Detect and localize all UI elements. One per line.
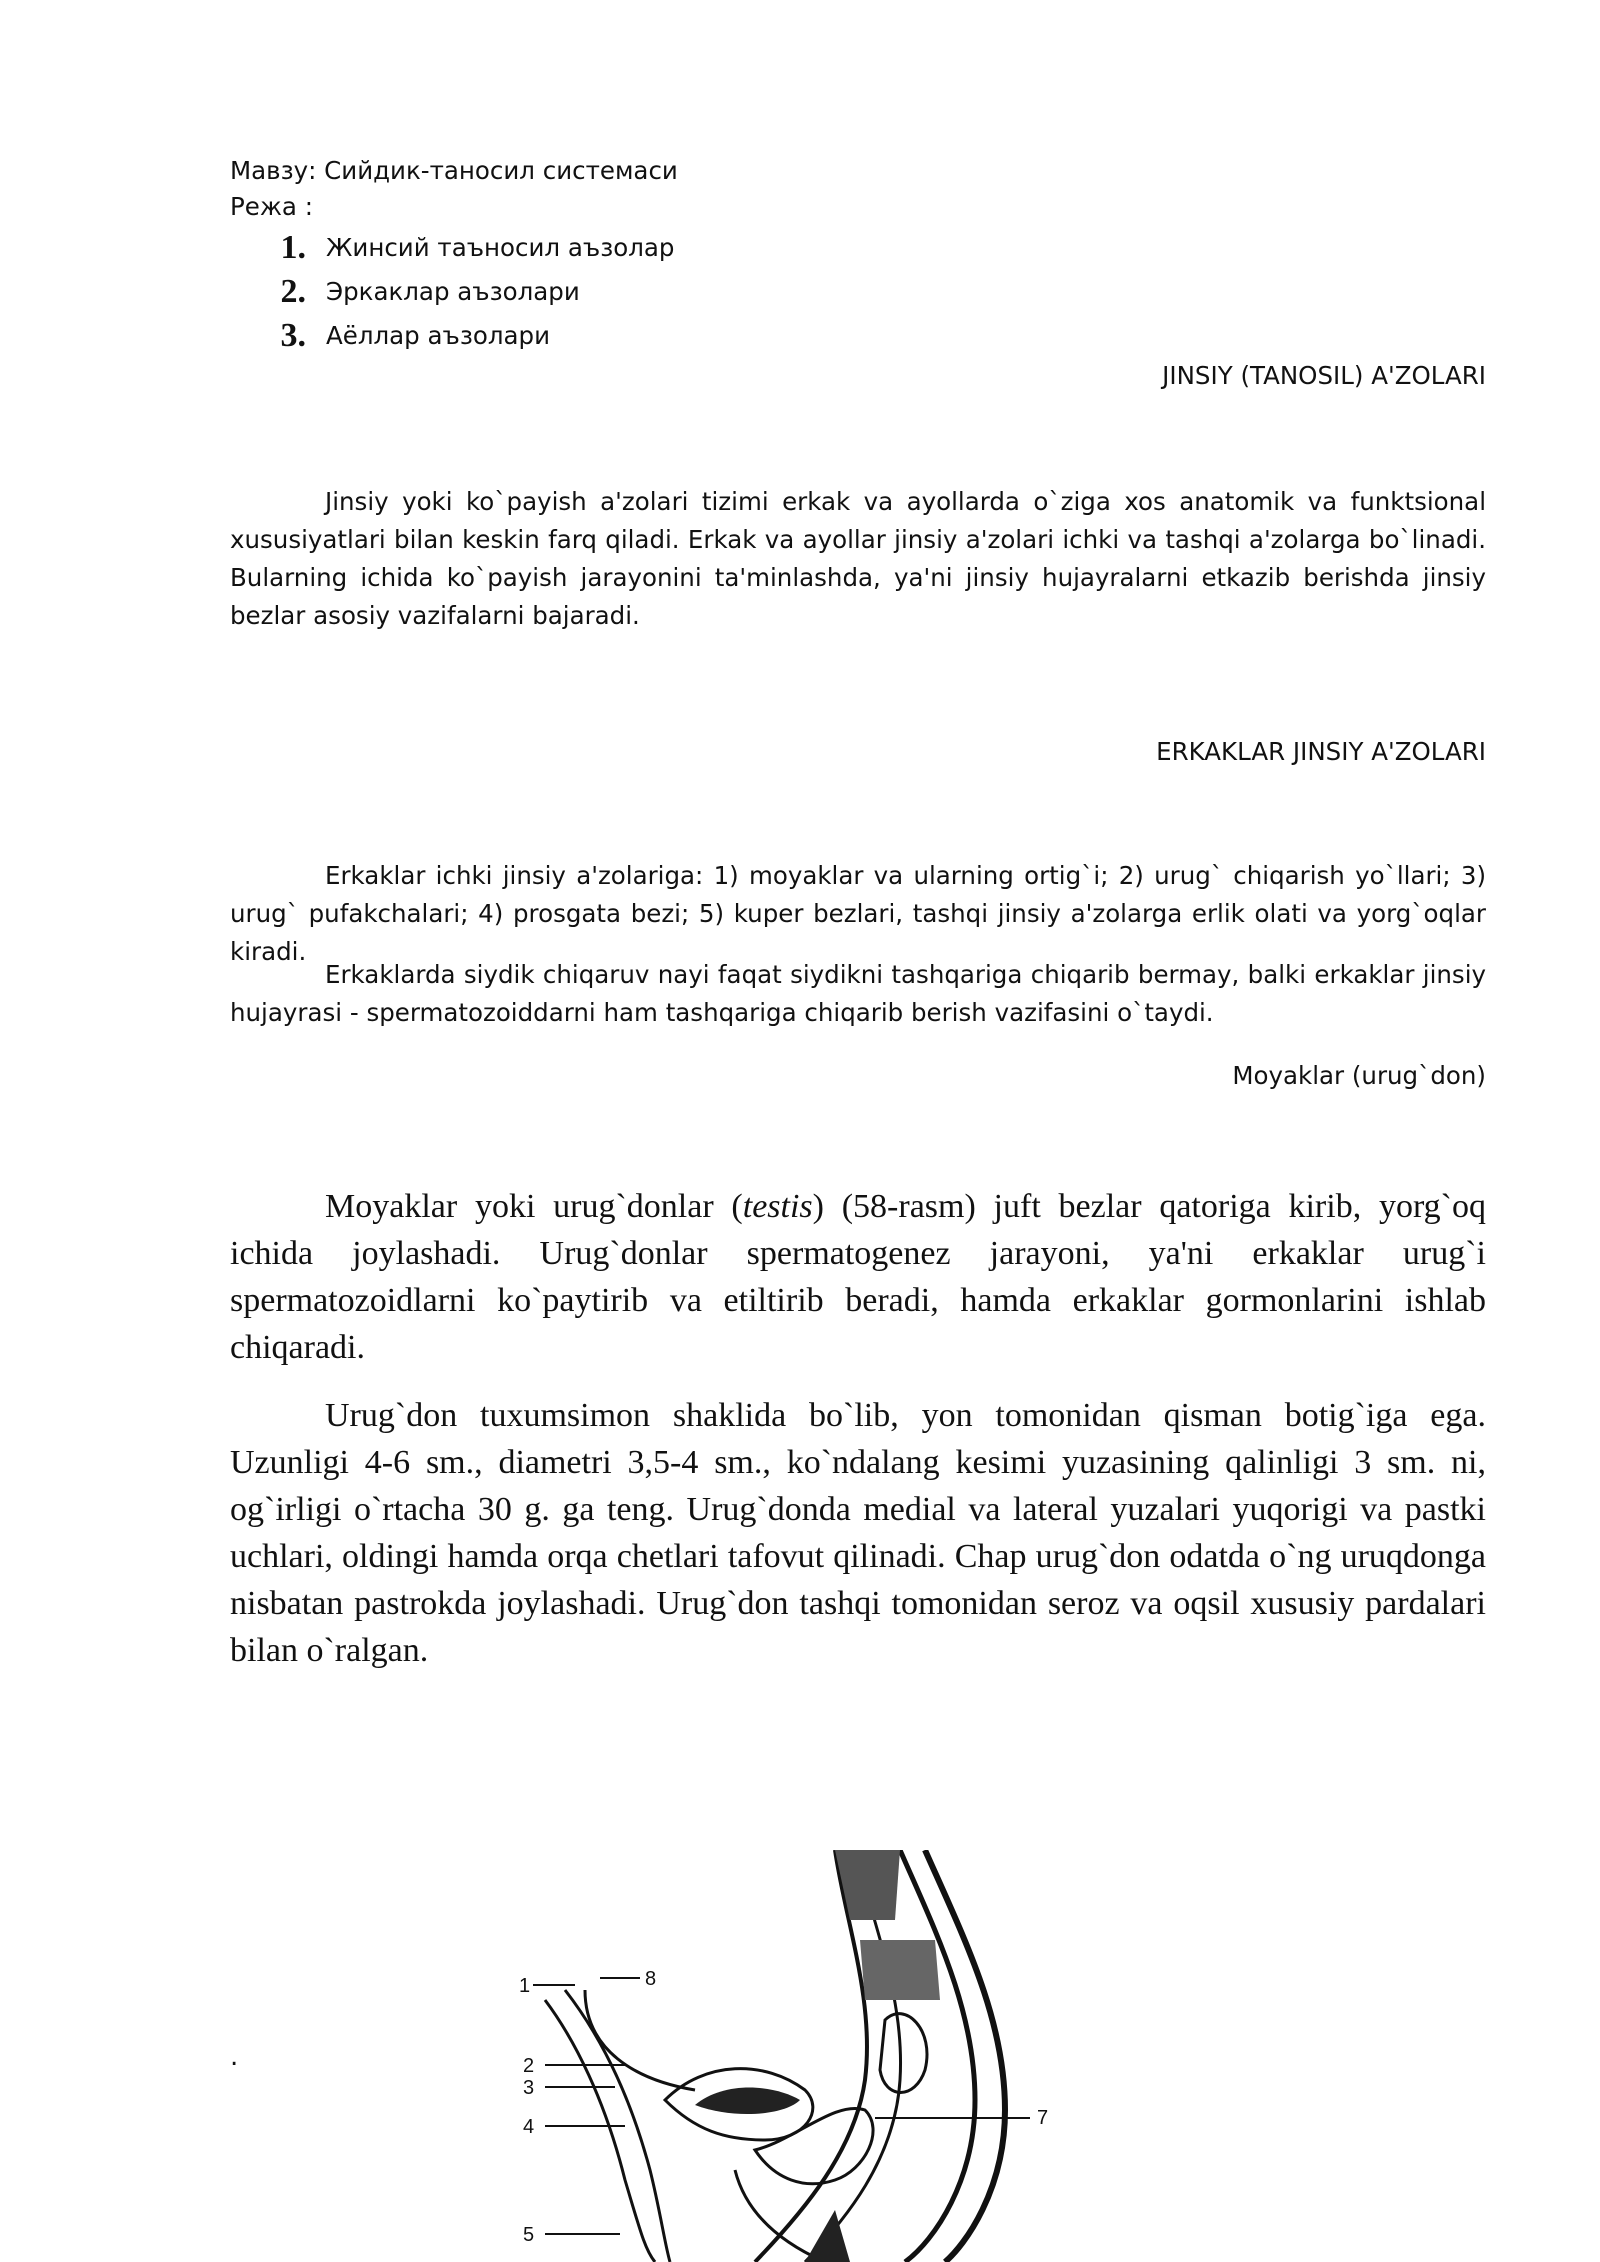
paragraph-intro: Jinsiy yoki ko`payish a'zolari tizimi erkak va ayollarda o`ziga xos anatomik va funktsional xususiyatlari bilan keskin farq qiladi. Erkak va ayollar jinsiy a'zolari ichki va tashqi a'zolarga bo`linadi. Bularning ichida ko`payish jarayonini ta'minlashda, ya'ni jinsiy hujayralarni etkazib berishda jinsiy bezlar asosiy vazifalarni bajaradi. <box>230 487 1486 630</box>
plan-item-text: Аёллар аъзолари <box>326 321 550 350</box>
paragraph-testis <box>230 1183 1486 1371</box>
plan-item-text: Эркаклар аъзолари <box>326 277 580 306</box>
figure-label: 4 <box>523 2116 535 2138</box>
paragraph-testis-start: Moyaklar yoki urug`donlar ( <box>325 1188 743 1225</box>
plan-item <box>230 314 674 358</box>
paragraph-testis-shape: Urug`don tuxumsimon shaklida bo`lib, yon tomonidan qisman botig`iga ega. Uzunligi 4-6 sm., diametri 3,5-4 sm., ko`ndalang kesimi yuzasining qalinligi 3 sm. ni, og`irligi o`rtacha 30 g. ga teng. Urug`donda medial va lateral yuzalari yuqorigi va pastki uchlari, oldingi hamda orqa chetlari tafovut qilinadi. Chap urug`don odatda o`ng uruqdonga nisbatan pastrokda joylashadi. Urug`don tashqi tomonidan seroz va oqsil xususiy pardalari bilan o`ralgan. <box>230 1397 1486 1669</box>
plan-item-number: 2. <box>280 273 306 310</box>
paragraph-urethra: Erkaklarda siydik chiqaruv nayi faqat siydikni tashqariga chiqarib bermay, balki erkaklar jinsiy hujayrasi - spermatozoiddarni ham tashqariga chiqarib berish vazifasini o`taydi. <box>230 960 1486 1027</box>
latin-term: testis <box>742 1188 813 1225</box>
anatomy-figure <box>505 1850 1105 2262</box>
section-heading-genital-organs: JINSIY (TANOSIL) A'ZOLARI <box>1162 361 1486 390</box>
paragraph-male-internal: Erkaklar ichki jinsiy a'zolariga: 1) moyaklar va ularning ortig`i; 2) urug` chiqarish yo`llari; 3) urug` pufakchalari; 4) prosgata bezi; 5) kuper bezlari, tashqi jinsiy a'zolarga erlik olati va yorg`oqlar kiradi. <box>230 861 1486 966</box>
plan-item <box>230 270 674 314</box>
plan-label: Режа : <box>230 192 313 221</box>
figure-label: 3 <box>523 2077 535 2099</box>
figure-label: 7 <box>1037 2107 1049 2129</box>
topic-line: Мавзу: Сийдик-таносил системаси <box>230 156 678 185</box>
stray-dot: . <box>230 2042 239 2072</box>
plan-list <box>230 226 674 358</box>
figure-label: 1 <box>519 1975 531 1997</box>
section-heading-male-organs: ERKAKLAR JINSIY A'ZOLARI <box>1156 737 1486 766</box>
figure-label: 8 <box>645 1968 657 1990</box>
figure-label: 5 <box>523 2224 535 2246</box>
paragraph-testis-end: ) (58-rasm) juft bezlar qatoriga kirib, yorg`oq ichida joylashadi. Urug`donlar spermatogenez jarayoni, ya'ni erkaklar urug`i spermatozoidlarni ko`paytirib va etiltirib beradi, hamda erkaklar gormonlarini ishlab chiqaradi. <box>230 1188 1486 1366</box>
plan-item-text: Жинсий таъносил аъзолар <box>326 233 675 262</box>
section-heading-testis: Moyaklar (urug`don) <box>1232 1061 1486 1090</box>
plan-item <box>230 226 674 270</box>
figure-drawing <box>545 1850 1005 2262</box>
plan-item-number: 1. <box>280 229 306 266</box>
figure-fill <box>695 1850 940 2262</box>
figure-label: 2 <box>523 2055 535 2077</box>
plan-item-number: 3. <box>280 317 306 354</box>
